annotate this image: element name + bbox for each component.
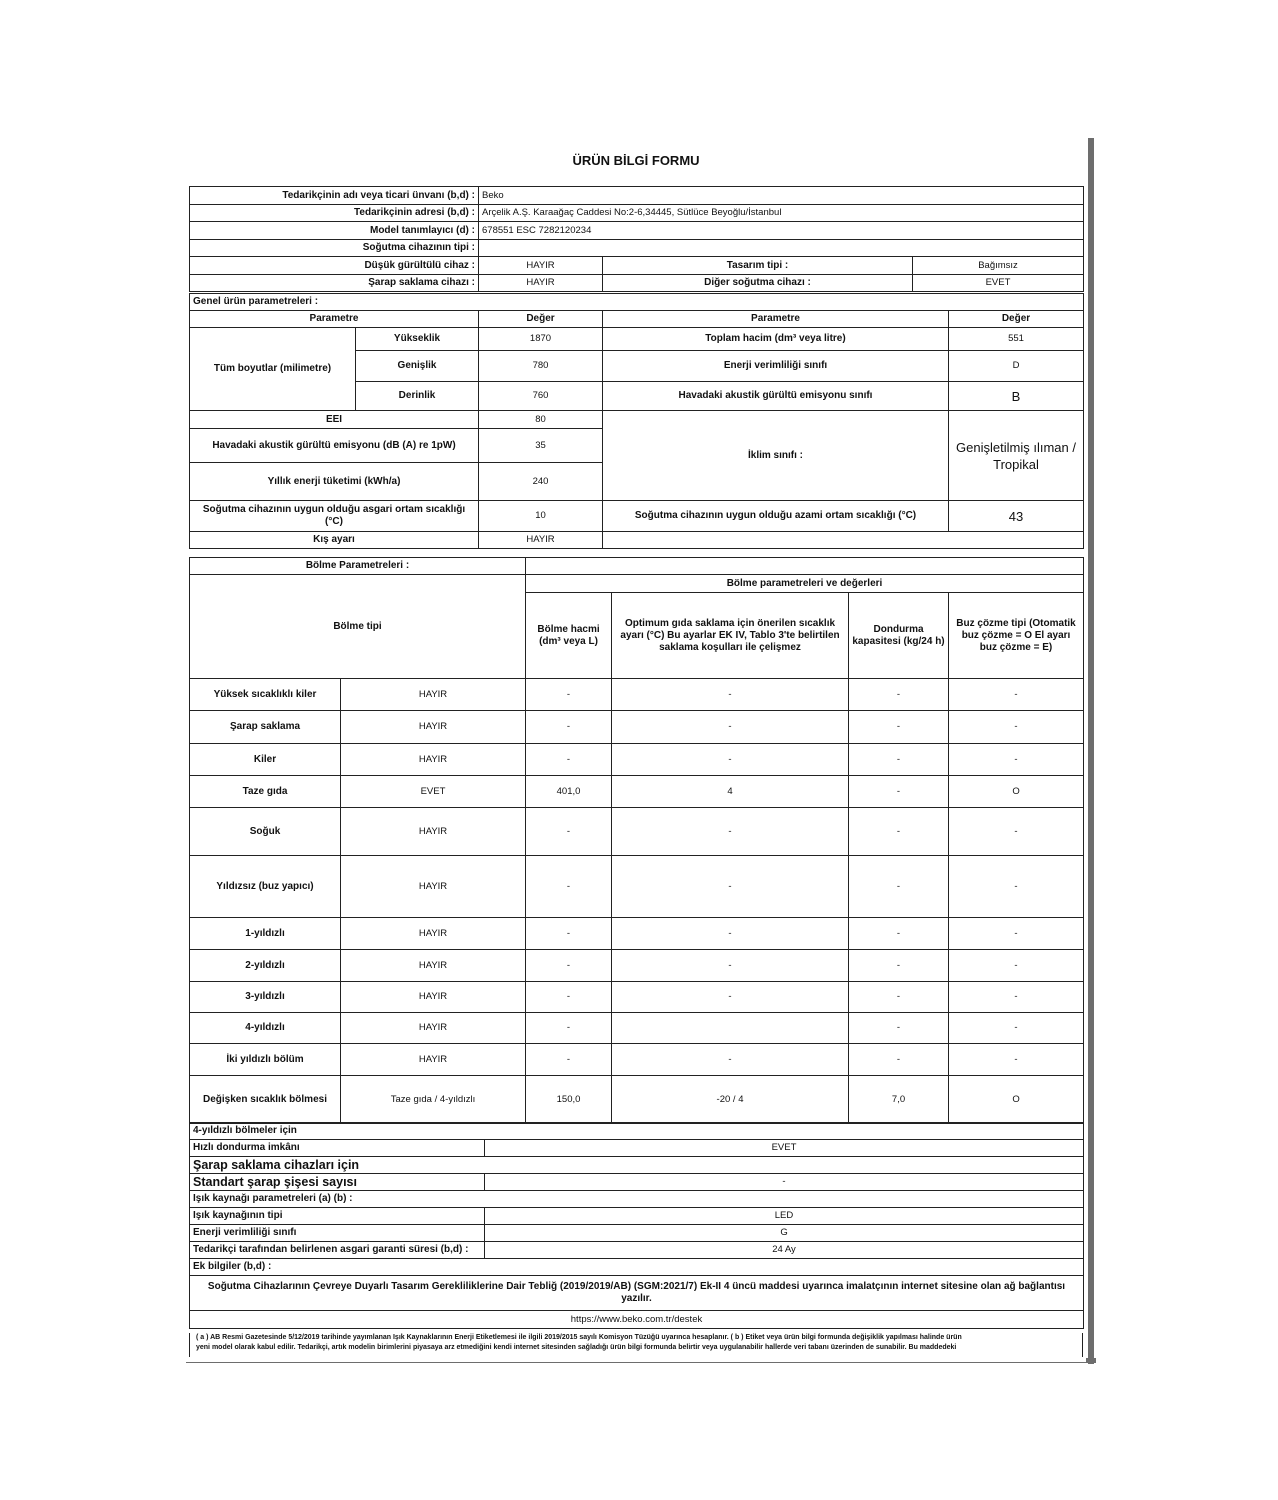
row-volume: - — [526, 1044, 612, 1076]
winter-setting-empty — [603, 532, 1084, 549]
row-present: HAYIR — [341, 744, 526, 776]
row-temp: - — [612, 808, 849, 856]
warranty-label: Tedarikçi tarafından belirlenen asgari garanti süresi (b,d) : — [190, 1242, 485, 1259]
supplier-name-label: Tedarikçinin adı veya ticari ünvanı (b,d) : — [190, 187, 479, 205]
row-volume: 401,0 — [526, 776, 612, 808]
row-volume: - — [526, 1013, 612, 1044]
row-freeze: - — [849, 744, 949, 776]
table-row — [190, 776, 1084, 808]
support-link[interactable]: https://www.beko.com.tr/destek — [190, 1311, 1084, 1329]
general-section-label: Genel ürün parametreleri : — [190, 294, 1084, 311]
row-freeze: - — [849, 950, 949, 982]
row-freeze: - — [849, 679, 949, 711]
row-temp: 4 — [612, 776, 849, 808]
row-present: HAYIR — [341, 1044, 526, 1076]
light-energy-value: G — [485, 1225, 1084, 1242]
row-name: Şarap saklama — [190, 711, 341, 744]
height-value: 1870 — [479, 328, 603, 351]
row-freeze: - — [849, 982, 949, 1013]
light-energy-label: Enerji verimliliği sınıfı — [190, 1225, 485, 1242]
design-type-value: Bağımsız — [913, 257, 1084, 275]
freeze-header: Dondurma kapasitesi (kg/24 h) — [849, 593, 949, 679]
row-temp: - — [612, 1044, 849, 1076]
row-defrost: - — [949, 679, 1084, 711]
row-temp: - — [612, 950, 849, 982]
row-defrost: - — [949, 1044, 1084, 1076]
volume-header: Bölme hacmi (dm³ veya L) — [526, 593, 612, 679]
four-star-section-label: 4-yıldızlı bölmeler için — [190, 1123, 1084, 1140]
wine-section-label: Şarap saklama cihazları için — [190, 1157, 1084, 1174]
footnotes — [189, 1333, 1083, 1357]
energy-class-label: Enerji verimliliği sınıfı — [603, 351, 949, 382]
depth-label: Derinlik — [356, 382, 479, 411]
row-present: HAYIR — [341, 950, 526, 982]
winter-setting-label: Kış ayarı — [190, 532, 479, 549]
row-present: Taze gıda / 4-yıldızlı — [341, 1076, 526, 1124]
row-freeze: - — [849, 776, 949, 808]
wine-appliance-label: Şarap saklama cihazı : — [190, 275, 479, 292]
product-info-sheet — [186, 138, 1086, 1362]
value-header: Değer — [479, 311, 603, 328]
row-present: HAYIR — [341, 679, 526, 711]
eei-value: 80 — [479, 411, 603, 429]
footnote-line-2: yeni model olarak kabul edilir. Tedarikçi, artık modelin birimlerini piyasaya arz etmediğini kendi internet sitesinden sağladığı ürün bilgi formunda belirtir veya uygulanabilir hallerde veri tabanı üzerinden de sunabilir. Bu maddedeki — [196, 1344, 957, 1351]
max-ambient-temp-value: 43 — [949, 501, 1084, 532]
row-name: Taze gıda — [190, 776, 341, 808]
table-row — [190, 711, 1084, 744]
supplier-table — [189, 186, 1084, 292]
table-row — [190, 1044, 1084, 1076]
row-temp: - — [612, 918, 849, 950]
row-name: Soğuk — [190, 808, 341, 856]
total-volume-label: Toplam hacim (dm³ veya litre) — [603, 328, 949, 351]
width-label: Genişlik — [356, 351, 479, 382]
row-name: İki yıldızlı bölüm — [190, 1044, 341, 1076]
table-row — [190, 679, 1084, 711]
compartment-section-label — [190, 558, 526, 575]
height-label: Yükseklik — [356, 328, 479, 351]
row-present: HAYIR — [341, 918, 526, 950]
row-volume: 150,0 — [526, 1076, 612, 1124]
defrost-header: Buz çözme tipi (Otomatik buz çözme = O El ayarı buz çözme = E) — [949, 593, 1084, 679]
row-volume: - — [526, 982, 612, 1013]
row-name: Yüksek sıcaklıklı kiler — [190, 679, 341, 711]
page-title: ÜRÜN BİLGİ FORMU — [572, 153, 700, 168]
group-header: Bölme parametreleri ve değerleri — [526, 575, 1084, 593]
row-freeze: - — [849, 918, 949, 950]
row-temp: -20 / 4 — [612, 1076, 849, 1124]
compartment-section-text: Bölme Parametreleri : — [305, 560, 410, 571]
row-present: HAYIR — [341, 711, 526, 744]
row-temp: - — [612, 711, 849, 744]
row-defrost: O — [949, 1076, 1084, 1124]
eei-label: EEI — [190, 411, 479, 429]
row-freeze: - — [849, 1013, 949, 1044]
row-defrost: - — [949, 808, 1084, 856]
noise-db-label: Havadaki akustik gürültü emisyonu (dB (A) re 1pW) — [190, 429, 479, 463]
width-value: 780 — [479, 351, 603, 382]
light-section-label: Işık kaynağı parametreleri (a) (b) : — [190, 1191, 1084, 1208]
low-noise-value: HAYIR — [479, 257, 603, 275]
row-present: HAYIR — [341, 982, 526, 1013]
other-appliance-label: Diğer soğutma cihazı : — [603, 275, 913, 292]
row-volume: - — [526, 950, 612, 982]
supplier-name-value: Beko — [479, 187, 1084, 205]
row-freeze: - — [849, 808, 949, 856]
fast-freeze-value: EVET — [485, 1140, 1084, 1157]
table-row — [190, 1076, 1084, 1124]
other-appliance-value: EVET — [913, 275, 1084, 292]
table-row — [190, 808, 1084, 856]
row-temp: - — [612, 982, 849, 1013]
row-defrost: O — [949, 776, 1084, 808]
row-defrost: - — [949, 982, 1084, 1013]
table-row — [190, 856, 1084, 918]
depth-value: 760 — [479, 382, 603, 411]
param-header: Parametre — [190, 311, 479, 328]
row-freeze: 7,0 — [849, 1076, 949, 1124]
row-volume: - — [526, 856, 612, 918]
model-label: Model tanımlayıcı (d) : — [190, 222, 479, 240]
table-row — [190, 950, 1084, 982]
extra-info-text: Soğutma Cihazlarının Çevreye Duyarlı Tasarım Gerekliliklerine Dair Tebliğ (2019/2019/AB) (SGM:2021/7) Ek-II 4 üncü maddesi uyarınca imalatçının internet sitesine olan ağ bağlantısı yazılır. — [190, 1276, 1084, 1311]
annual-energy-label: Yıllık enerji tüketimi (kWh/a) — [190, 463, 479, 501]
max-ambient-temp-label: Soğutma cihazının uygun olduğu azami ortam sıcaklığı (°C) — [603, 501, 949, 532]
row-defrost: - — [949, 856, 1084, 918]
row-temp: - — [612, 679, 849, 711]
winter-setting-value: HAYIR — [479, 532, 603, 549]
footnote-line-1: ( a ) AB Resmi Gazetesinde 5/12/2019 tarihinde yayımlanan Işık Kaynaklarının Enerji Etiketlemesi ile ilgili 2019/2015 sayılı Komisyon Tüzüğü uyarınca hesaplanır. ( b ) Etiket veya ürün bilgi formunda değişiklik yapılması halinde ürün — [196, 1334, 962, 1341]
warranty-value: 24 Ay — [485, 1242, 1084, 1259]
row-freeze: - — [849, 1044, 949, 1076]
noise-class-label: Havadaki akustik gürültü emisyonu sınıfı — [603, 382, 949, 411]
row-volume: - — [526, 679, 612, 711]
appliance-type-label: Soğutma cihazının tipi : — [190, 240, 479, 257]
annual-energy-value: 240 — [479, 463, 603, 501]
min-ambient-temp-value: 10 — [479, 501, 603, 532]
row-freeze: - — [849, 856, 949, 918]
noise-db-value: 35 — [479, 429, 603, 463]
row-present: HAYIR — [341, 808, 526, 856]
temp-header: Optimum gıda saklama için önerilen sıcaklık ayarı (°C) Bu ayarlar EK IV, Tablo 3'te belirtilen saklama koşulları ile çelişmez — [612, 593, 849, 679]
appliance-type-value — [479, 240, 1084, 257]
fast-freeze-label: Hızlı dondurma imkânı — [190, 1140, 485, 1157]
row-temp — [612, 1013, 849, 1044]
row-name: Kiler — [190, 744, 341, 776]
row-present: HAYIR — [341, 1013, 526, 1044]
table-row — [190, 918, 1084, 950]
type-header: Bölme tipi — [190, 575, 526, 679]
compartment-table — [189, 557, 1084, 1124]
table-row — [190, 744, 1084, 776]
row-name: Değişken sıcaklık bölmesi — [190, 1076, 341, 1124]
row-defrost: - — [949, 744, 1084, 776]
row-name: 1-yıldızlı — [190, 918, 341, 950]
compartment-section-blank — [526, 558, 1084, 575]
row-volume: - — [526, 808, 612, 856]
row-volume: - — [526, 744, 612, 776]
page-shadow-right — [1088, 138, 1094, 1364]
min-ambient-temp-label: Soğutma cihazının uygun olduğu asgari ortam sıcaklığı (°C) — [190, 501, 479, 532]
row-name: Yıldızsız (buz yapıcı) — [190, 856, 341, 918]
bottles-value: - — [485, 1174, 1084, 1191]
row-defrost: - — [949, 711, 1084, 744]
table-row — [190, 982, 1084, 1013]
row-name: 3-yıldızlı — [190, 982, 341, 1013]
row-present: EVET — [341, 776, 526, 808]
supplier-address-label: Tedarikçinin adresi (b,d) : — [190, 205, 479, 222]
table-row — [190, 1013, 1084, 1044]
row-temp: - — [612, 856, 849, 918]
climate-class-value: Genişletilmiş ılıman / Tropikal — [949, 411, 1084, 501]
supplier-address-value: Arçelik A.Ş. Karaağaç Caddesi No:2-6,34445, Sütlüce Beyoğlu/İstanbul — [479, 205, 1084, 222]
light-type-value: LED — [485, 1208, 1084, 1225]
bottles-label: Standart şarap şişesi sayısı — [190, 1174, 485, 1191]
climate-class-label: İklim sınıfı : — [603, 411, 949, 501]
row-name: 4-yıldızlı — [190, 1013, 341, 1044]
row-defrost: - — [949, 950, 1084, 982]
row-volume: - — [526, 918, 612, 950]
row-volume: - — [526, 711, 612, 744]
light-type-label: Işık kaynağının tipi — [190, 1208, 485, 1225]
row-defrost: - — [949, 1013, 1084, 1044]
wine-appliance-value: HAYIR — [479, 275, 603, 292]
param-header-2: Parametre — [603, 311, 949, 328]
total-volume-value: 551 — [949, 328, 1084, 351]
general-parameters-table — [189, 293, 1084, 549]
low-noise-label: Düşük gürültülü cihaz : — [190, 257, 479, 275]
row-temp: - — [612, 744, 849, 776]
row-present: HAYIR — [341, 856, 526, 918]
footer-table — [189, 1122, 1084, 1329]
value-header-2: Değer — [949, 311, 1084, 328]
row-freeze: - — [849, 711, 949, 744]
row-name: 2-yıldızlı — [190, 950, 341, 982]
design-type-label: Tasarım tipi : — [603, 257, 913, 275]
energy-class-value: D — [949, 351, 1084, 382]
model-value: 678551 ESC 7282120234 — [479, 222, 1084, 240]
row-defrost: - — [949, 918, 1084, 950]
dimensions-label: Tüm boyutlar (milimetre) — [190, 328, 356, 411]
extra-info-label: Ek bilgiler (b,d) : — [190, 1259, 1084, 1276]
noise-class-value: B — [949, 382, 1084, 411]
